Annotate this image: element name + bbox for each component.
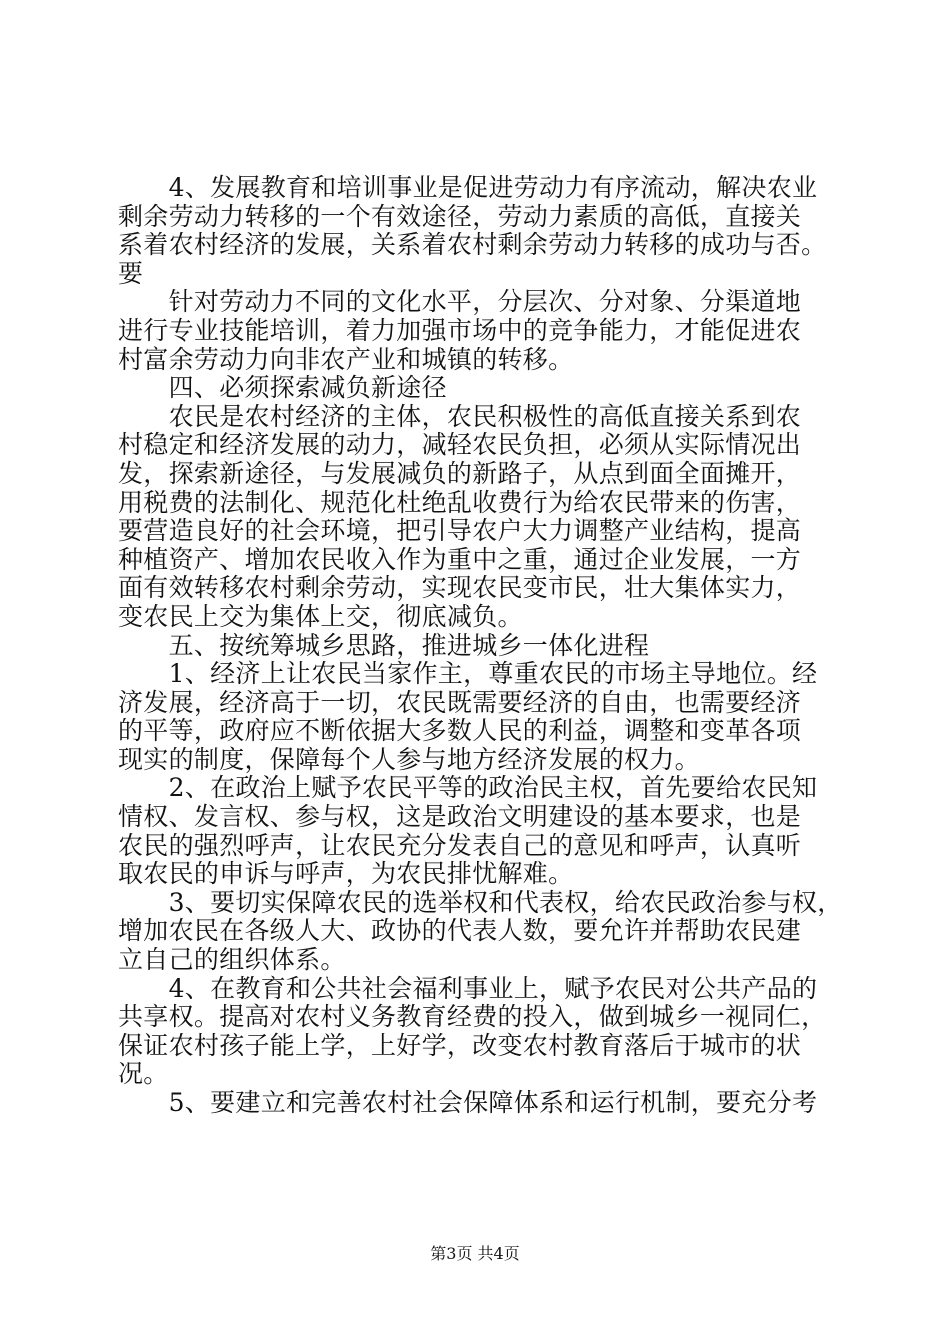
text-line: 4、在教育和公共社会福利事业上，赋予农民对公共产品的: [118, 973, 818, 1003]
text-line: 要: [118, 258, 144, 288]
text-line: 1、经济上让农民当家作主，尊重农民的市场主导地位。经: [118, 659, 818, 689]
text-line: 农民的强烈呼声，让农民充分发表自己的意见和呼声，认真听: [118, 830, 802, 860]
text-line: 发，探索新途径，与发展减负的新路子，从点到面全面摊开，: [118, 458, 802, 488]
text-line: 现实的制度，保障每个人参与地方经济发展的权力。: [118, 744, 700, 774]
text-line: 村稳定和经济发展的动力，减轻农民负担，必须从实际情况出: [118, 430, 802, 460]
text-line: 共享权。提高对农村义务教育经费的投入，做到城乡一视同仁，: [118, 1002, 827, 1032]
text-line: 取农民的申诉与呼声，为农民排忧解难。: [118, 859, 574, 889]
text-line: 要营造良好的社会环境，把引导农户大力调整产业结构，提高: [118, 516, 802, 546]
text-line: 5、要建立和完善农村社会保障体系和运行机制，要充分考: [118, 1088, 818, 1117]
text-line: 保证农村孩子能上学，上好学，改变农村教育落后于城市的状: [118, 1030, 802, 1060]
text-line: 增加农民在各级人大、政协的代表人数，要允许并帮助农民建: [118, 916, 802, 946]
text-line: 4、发展教育和培训事业是促进劳动力有序流动，解决农业: [118, 173, 818, 202]
body-text: [118, 173, 843, 1118]
text-line: 济发展，经济高于一切，农民既需要经济的自由，也需要经济: [118, 687, 802, 717]
text-line: 农民是农村经济的主体，农民积极性的高低直接关系到农: [118, 401, 802, 431]
text-line: 系着农村经济的发展，关系着农村剩余劳动力转移的成功与否。: [118, 230, 827, 260]
text-line: 3、要切实保障农民的选举权和代表权，给农民政治参与权，: [118, 887, 843, 917]
text-line: 情权、发言权、参与权，这是政治文明建设的基本要求，也是: [118, 802, 802, 832]
text-line: 进行专业技能培训，着力加强市场中的竞争能力，才能促进农: [118, 315, 802, 345]
text-line: 剩余劳动力转移的一个有效途径，劳动力素质的高低，直接关: [118, 201, 802, 231]
text-line: 变农民上交为集体上交，彻底减负。: [118, 601, 523, 631]
section-heading: 四、必须探索减负新途径: [118, 373, 447, 403]
text-line: 的平等，政府应不断依据大多数人民的利益，调整和变革各项: [118, 716, 802, 746]
text-line: 况。: [118, 1059, 169, 1089]
section-heading: 五、按统筹城乡思路，推进城乡一体化进程: [118, 630, 650, 660]
text-line: 面有效转移农村剩余劳动，实现农民变市民，壮大集体实力，: [118, 573, 802, 603]
text-line: 立自己的组织体系。: [118, 945, 346, 975]
text-line: 种植资产、增加农民收入作为重中之重，通过企业发展，一方: [118, 544, 802, 574]
page-number-footer: 第3页 共4页: [430, 1244, 520, 1263]
text-line: 针对劳动力不同的文化水平，分层次、分对象、分渠道地: [118, 287, 802, 317]
text-line: 用税费的法制化、规范化杜绝乱收费行为给农民带来的伤害，: [118, 487, 802, 517]
text-line: 村富余劳动力向非农产业和城镇的转移。: [118, 344, 574, 374]
text-line: 2、在政治上赋予农民平等的政治民主权，首先要给农民知: [118, 773, 818, 803]
